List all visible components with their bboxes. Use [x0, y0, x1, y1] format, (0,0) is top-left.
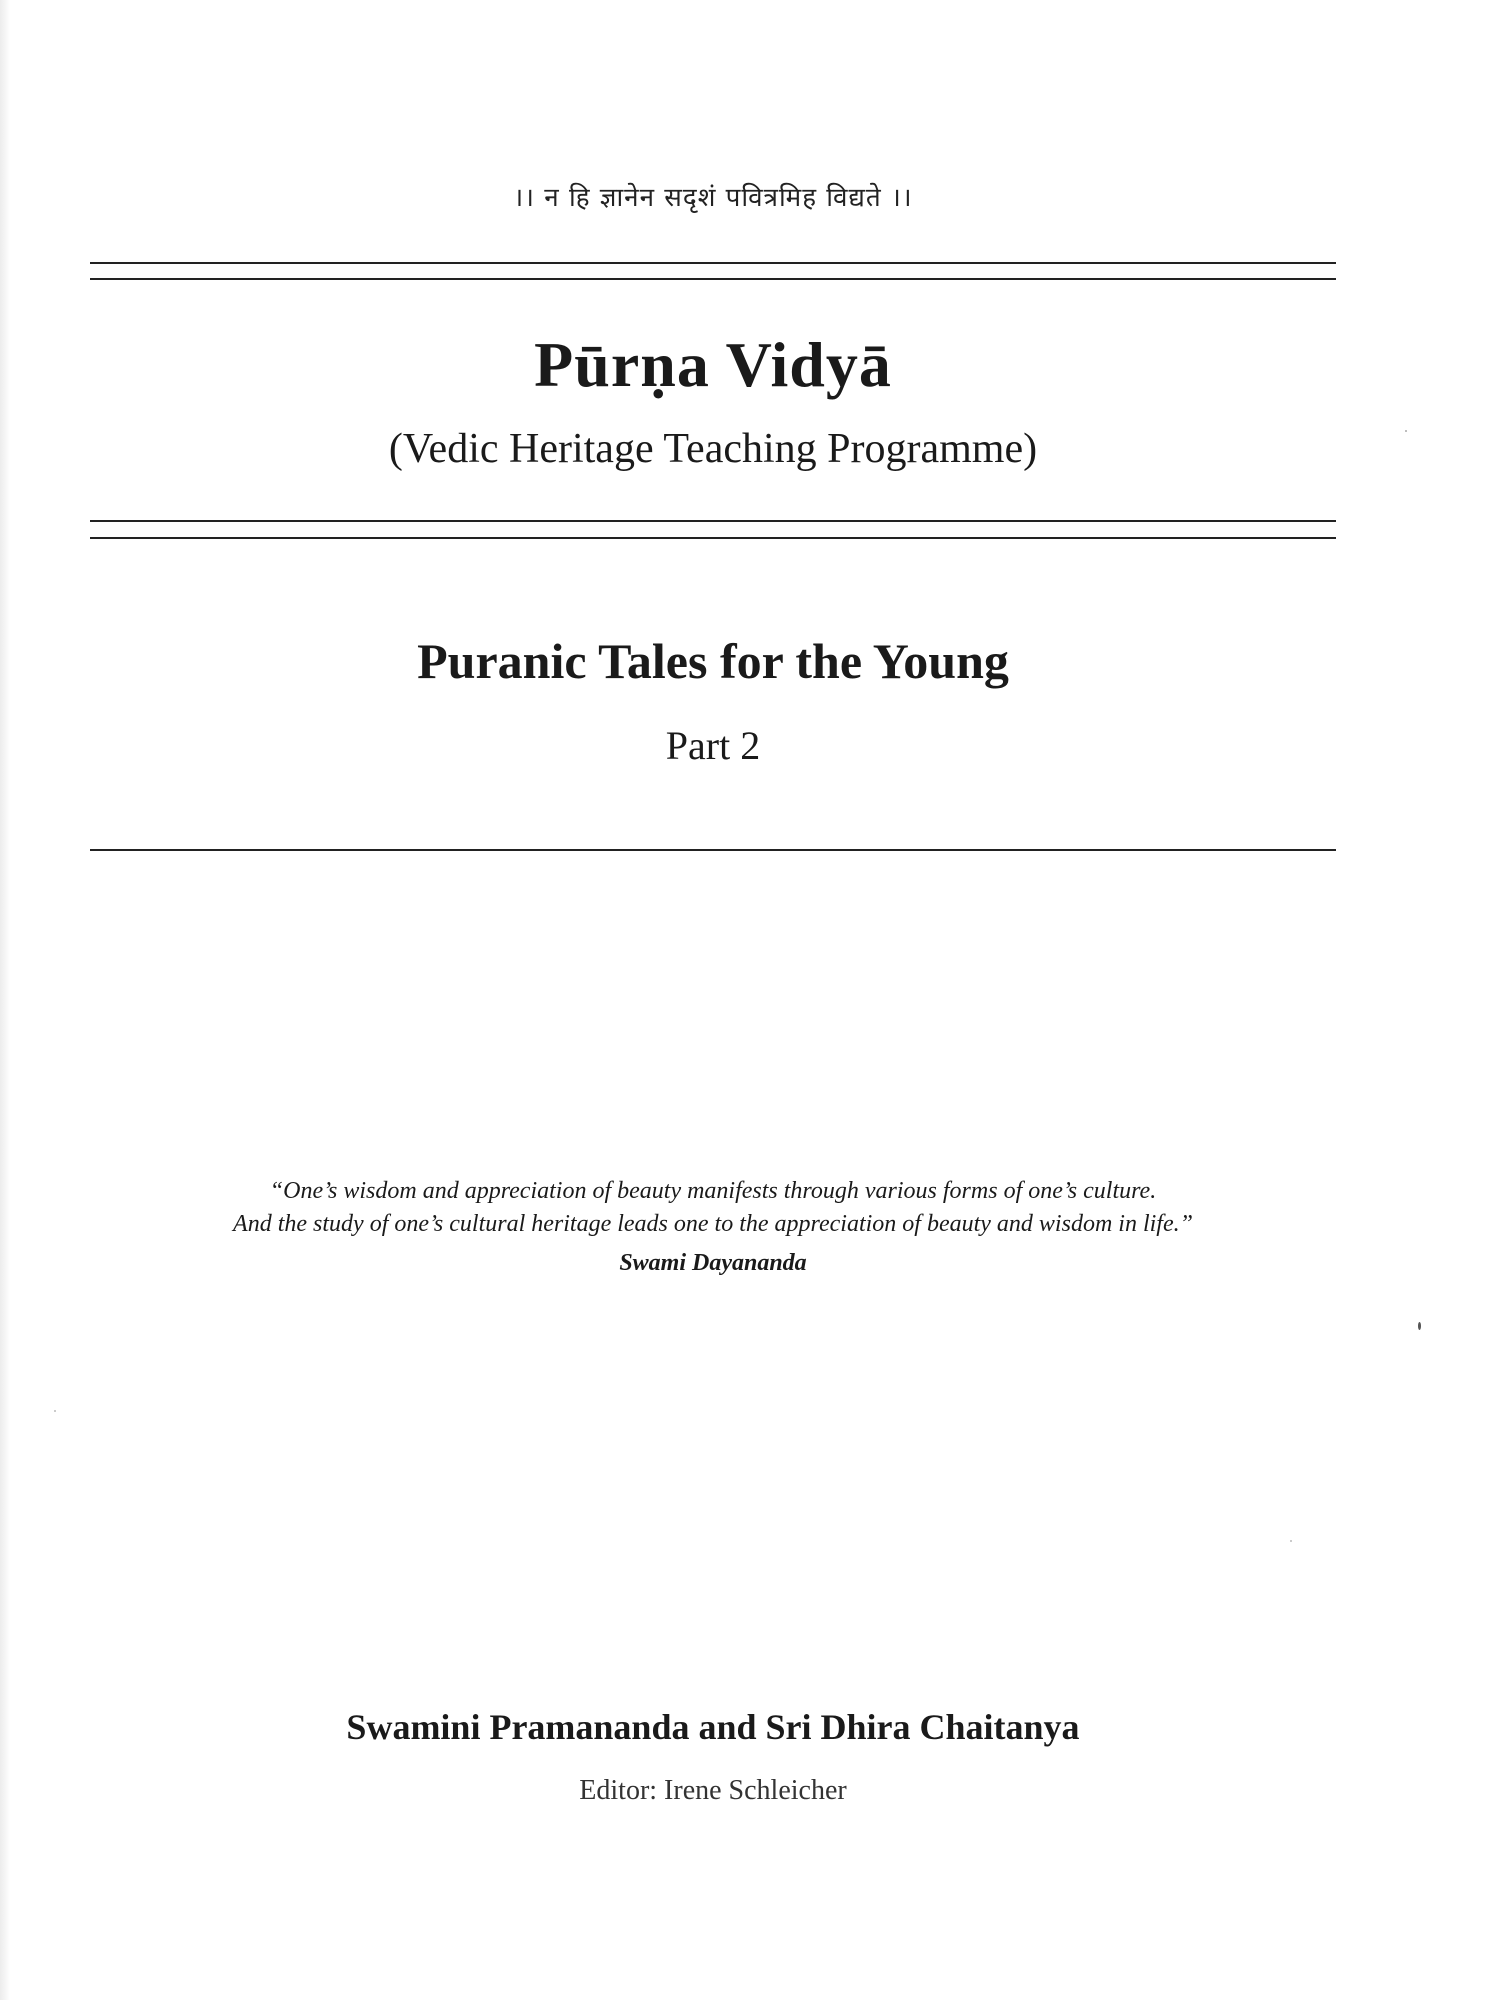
sanskrit-verse: ।। न हि ज्ञानेन सदृशं पवित्रमिह विद्यते ।।	[513, 183, 913, 213]
series-title: Pūrṇa Vidyā	[534, 329, 892, 400]
quote-line-2: And the study of one’s cultural heritage leads one to the appreciation of beauty and wisdom in life.”	[233, 1211, 1193, 1237]
book-part: Part 2	[665, 723, 761, 768]
top-double-rule-lower	[90, 278, 1336, 280]
scan-speck	[54, 1410, 56, 1412]
page-edge-shadow	[0, 0, 10, 2000]
single-rule	[90, 849, 1336, 851]
quote-block	[0, 1175, 1426, 1241]
scan-speck	[1418, 1322, 1421, 1330]
series-subtitle: (Vedic Heritage Teaching Programme)	[388, 426, 1038, 472]
top-double-rule-upper	[90, 262, 1336, 264]
scan-speck	[1405, 430, 1407, 432]
middle-double-rule-lower	[90, 537, 1336, 539]
editor-line: Editor: Irene Schleicher	[579, 1775, 847, 1806]
quote-line-1: “One’s wisdom and appreciation of beauty manifests through various forms of one’s culture.	[269, 1178, 1157, 1204]
quote-author: Swami Dayananda	[619, 1250, 807, 1276]
book-title: Puranic Tales for the Young	[417, 633, 1009, 689]
middle-double-rule-upper	[90, 520, 1336, 522]
scan-speck	[1290, 1540, 1292, 1542]
authors-line: Swamini Pramananda and Sri Dhira Chaitanya	[346, 1707, 1080, 1747]
